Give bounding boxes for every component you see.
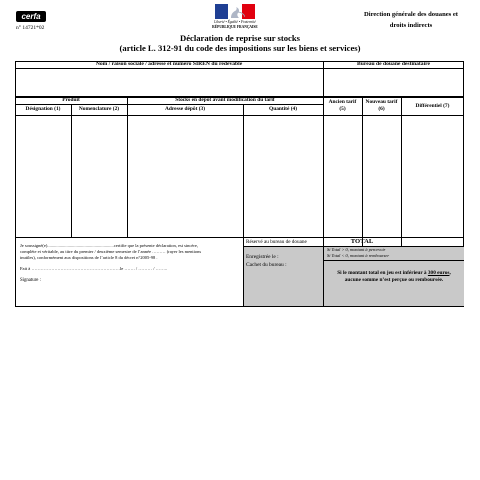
redevable-header: Nom / raison sociale / adresse et numéro SIREN du redevable [95,61,243,67]
marianne-flag-icon [215,4,255,19]
direction-label [352,9,470,31]
adresse-depot-header: Adresse dépôt (3) [164,106,206,112]
total-negative-note: Si Total < 0, montant à rembourser [327,253,390,258]
cachet-label: Cachet du bureau : [246,262,287,268]
nouveau-tarif-header [362,99,401,113]
ancien-tarif-header [323,99,362,113]
reserve-label: Réservé au bureau de douane [246,239,307,245]
quantite-header: Quantité (4) [269,106,297,112]
declaration-text [20,243,238,262]
signature-field[interactable] [20,285,238,305]
nouveau-tarif-cell[interactable] [363,116,400,236]
total-value-cell[interactable] [402,238,463,246]
seuil-notice [324,270,464,284]
seuil-text-1: Si le montant total en jeu est inférieur à [337,270,428,276]
republic-name: RÉPUBLIQUE FRANÇAISE [212,25,258,29]
title-line-2: (article L. 312-91 du code des impositions sur les biens et services) [119,43,361,53]
ancien-tarif-number: (5) [339,106,346,112]
seuil-line-1 [324,270,464,277]
differentiel-header: Différentiel (7) [415,103,450,109]
republique-francaise-logo [209,4,261,30]
adresse-depot-cell[interactable] [128,116,242,236]
republic-motto: Liberté • Égalité • Fraternité [214,20,256,24]
total-positive-note: Si Total > 0, montant à percevoir [327,247,386,252]
stocks-header: Stocks en dépôt avant modification du tarif [175,97,275,103]
designation-cell[interactable] [16,116,70,236]
quantite-cell[interactable] [244,116,322,236]
nomenclature-header: Nomenclature (2) [78,106,120,112]
seuil-amount: 300 euros [427,270,450,276]
declaration-line-3: inutiles), conformément aux dispositions de l’article 8 du décret n°2005-98 . [20,255,158,261]
nomenclature-cell[interactable] [72,116,126,236]
ancien-tarif-cell[interactable] [324,116,361,236]
direction-line-2: droits indirects [389,22,433,29]
document-title [100,33,380,53]
enregistree-label: Enregistrée le : [246,254,279,260]
bureau-header: Bureau de douane destinataire [357,61,430,67]
direction-line-1: Direction générale des douanes et [363,11,458,18]
bureau-field[interactable] [324,69,463,96]
cerfa-logo: cerfa [16,11,46,22]
designation-header: Désignation (1) [25,106,61,112]
title-line-1: Déclaration de reprise sur stocks [180,33,300,43]
nouveau-tarif-number: (6) [378,106,385,112]
seuil-text-2: , [449,270,451,276]
seuil-line-2: aucune somme n’est perçue ou remboursée. [344,277,444,283]
differentiel-cell[interactable] [402,116,463,236]
redevable-field[interactable] [16,69,322,96]
total-label: TOTAL [350,238,374,245]
signature-label: Signature : [20,278,41,283]
nouveau-tarif-label: Nouveau tarif [365,99,398,105]
form-number: n° 14721*02 [16,25,45,31]
declaration-line-2: complète et véritable, au titre du premier / deuxième semestre de l’année ……… (rayer les mentions [20,249,202,255]
ancien-tarif-label: Ancien tarif [328,99,357,105]
declaration-line-1: Je soussigné(e)...........................................................certifie que la présente déclaration, est sincère, [20,243,198,248]
produit-header: Produit [62,97,80,103]
fait-a-line[interactable]: Fait à ………………………………………………….le ……. / ……… / …….. [20,266,168,271]
